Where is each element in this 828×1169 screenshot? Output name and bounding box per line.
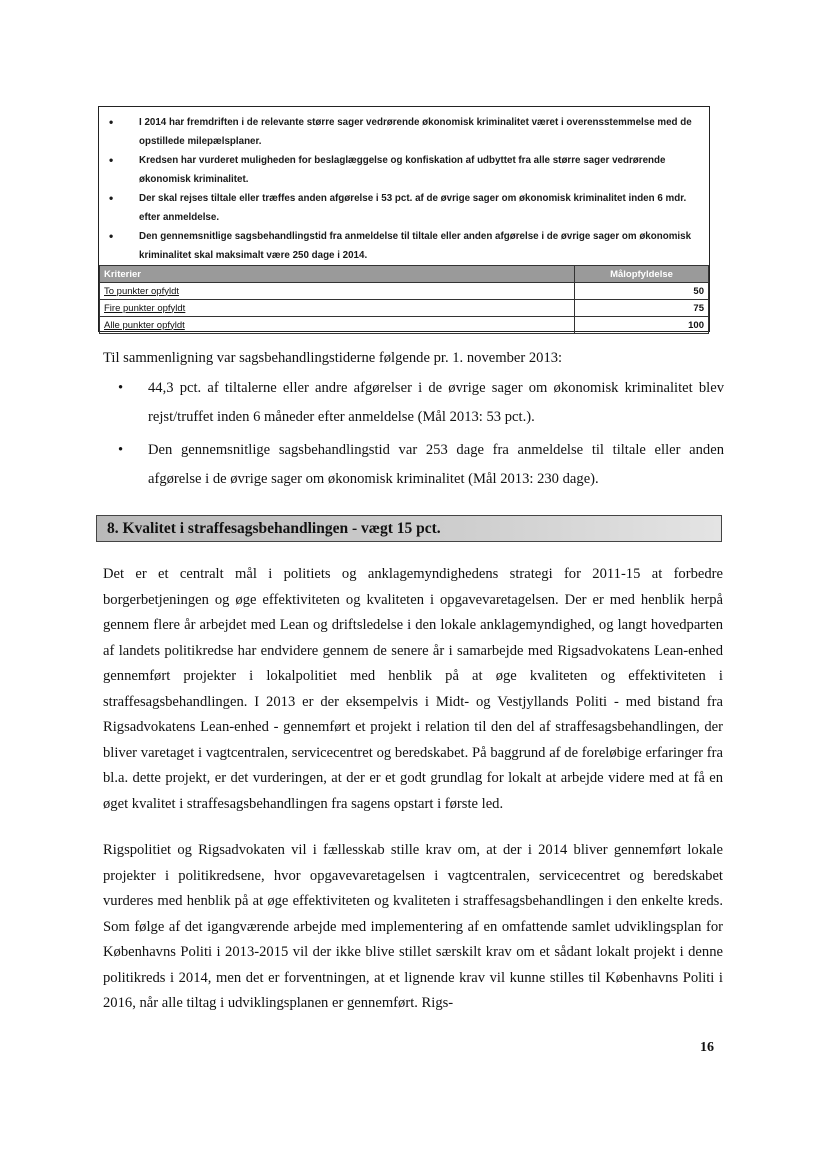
- table-cell-value: 75: [575, 300, 709, 317]
- table-cell-value: 50: [575, 283, 709, 300]
- criteria-bullet: • I 2014 har fremdriften i de relevante større sager vedrørende økonomisk kriminalitet været i overensstemmelse med de opstillede milepælsplaner.: [107, 113, 701, 151]
- criteria-box: [98, 106, 710, 332]
- table-header-criteria: Kriterier: [100, 266, 575, 283]
- criteria-bullet: • Den gennemsnitlige sagsbehandlingstid fra anmeldelse til tiltale eller anden afgørelse i de øvrige sager om økonomisk kriminalitet skal maksimalt være 250 dage i 2014.: [107, 227, 701, 265]
- table-row: [100, 300, 709, 317]
- comparison-bullet-list: [112, 374, 724, 498]
- comparison-bullet: • Den gennemsnitlige sagsbehandlingstid var 253 dage fra anmeldelse til tiltale eller anden afgørelse i de øvrige sager om økonomisk kriminalitet (Mål 2013: 230 dage).: [112, 436, 724, 494]
- table-cell-criterion: To punkter opfyldt: [100, 283, 575, 300]
- intro-text: Til sammenligning var sagsbehandlingstiderne følgende pr. 1. november 2013:: [103, 350, 563, 366]
- page-number: 16: [700, 1040, 714, 1055]
- table-row: [100, 283, 709, 300]
- table-row: [100, 317, 709, 334]
- section-heading: 8. Kvalitet i straffesagsbehandlingen - vægt 15 pct.: [96, 515, 722, 542]
- criteria-bullet: • Kredsen har vurderet muligheden for beslaglæggelse og konfiskation af udbyttet fra alle større sager vedrørende økonomisk kriminalitet.: [107, 151, 701, 189]
- table-header-goal: Målopfyldelse: [575, 266, 709, 283]
- table-cell-criterion: Fire punkter opfyldt: [100, 300, 575, 317]
- table-cell-criterion: Alle punkter opfyldt: [100, 317, 575, 334]
- criteria-bullet: • Der skal rejses tiltale eller træffes anden afgørelse i 53 pct. af de øvrige sager om økonomisk kriminalitet inden 6 mdr. efter anmeldelse.: [107, 189, 701, 227]
- criteria-table: [99, 265, 709, 334]
- body-paragraph-1: Det er et centralt mål i politiets og anklagemyndighedens strategi for 2011-15 at forbedre borgerbetjeningen og øge effektiviteten og kvaliteten i opgavevaretagelsen. Der er med henblik herpå gennem flere år arbejdet med Lean og driftsledelse i den lokale anklagemyndighed, og langt hovedparten af landets politikredse har endvidere gennem de senere år i samarbejde med Rigsadvokatens Lean-enhed gennemført projekter i lokalpolitiet med henblik på at øge kvaliteten og effektiviteten i straffesagsbehandlingen. I 2013 er der eksempelvis i Midt- og Vestjyllands Politi - med bistand fra Rigsadvokatens Lean-enhed - gennemført et projekt i relation til den del af straffesagsbehandlingen, der bliver varetaget i vagtcentralen, servicecentret og beredskabet. På baggrund af de foreløbige erfaringer fra bl.a. dette projekt, er det vurderingen, at der er et godt grundlag for lokalt at arbejde videre med at få en øget kvalitet i straffesagsbehandlingen fra sagens opstart i første led.: [103, 566, 723, 812]
- body-paragraph-2: Rigspolitiet og Rigsadvokaten vil i fællesskab stille krav om, at der i 2014 bliver gennemført lokale projekter i politikredsene, hvor opgavevaretagelsen i vagtcentralen, servicecentret og beredskabet vurderes med henblik på at øge effektiviteten og kvaliteten i straffesagsbehandlingen i den enkelte kreds. Som følge af det igangværende arbejde med implementering af en omfattende samlet udviklingsplan for Københavns Politi i 2013-2015 vil der ikke blive stillet særskilt krav om et sådant lokalt projekt i denne politikreds i 2014, men det er forventningen, at et lignende krav vil kunne stilles til Københavns Politi i 2016, når alle tiltag i udviklingsplanen er gennemført. Rigs-: [103, 842, 723, 1011]
- table-cell-value: 100: [575, 317, 709, 334]
- table-header-row: [100, 266, 709, 283]
- comparison-bullet: • 44,3 pct. af tiltalerne eller andre afgørelser i de øvrige sager om økonomisk kriminalitet blev rejst/truffet inden 6 måneder efter anmeldelse (Mål 2013: 53 pct.).: [112, 374, 724, 432]
- criteria-bullet-list: [99, 107, 709, 265]
